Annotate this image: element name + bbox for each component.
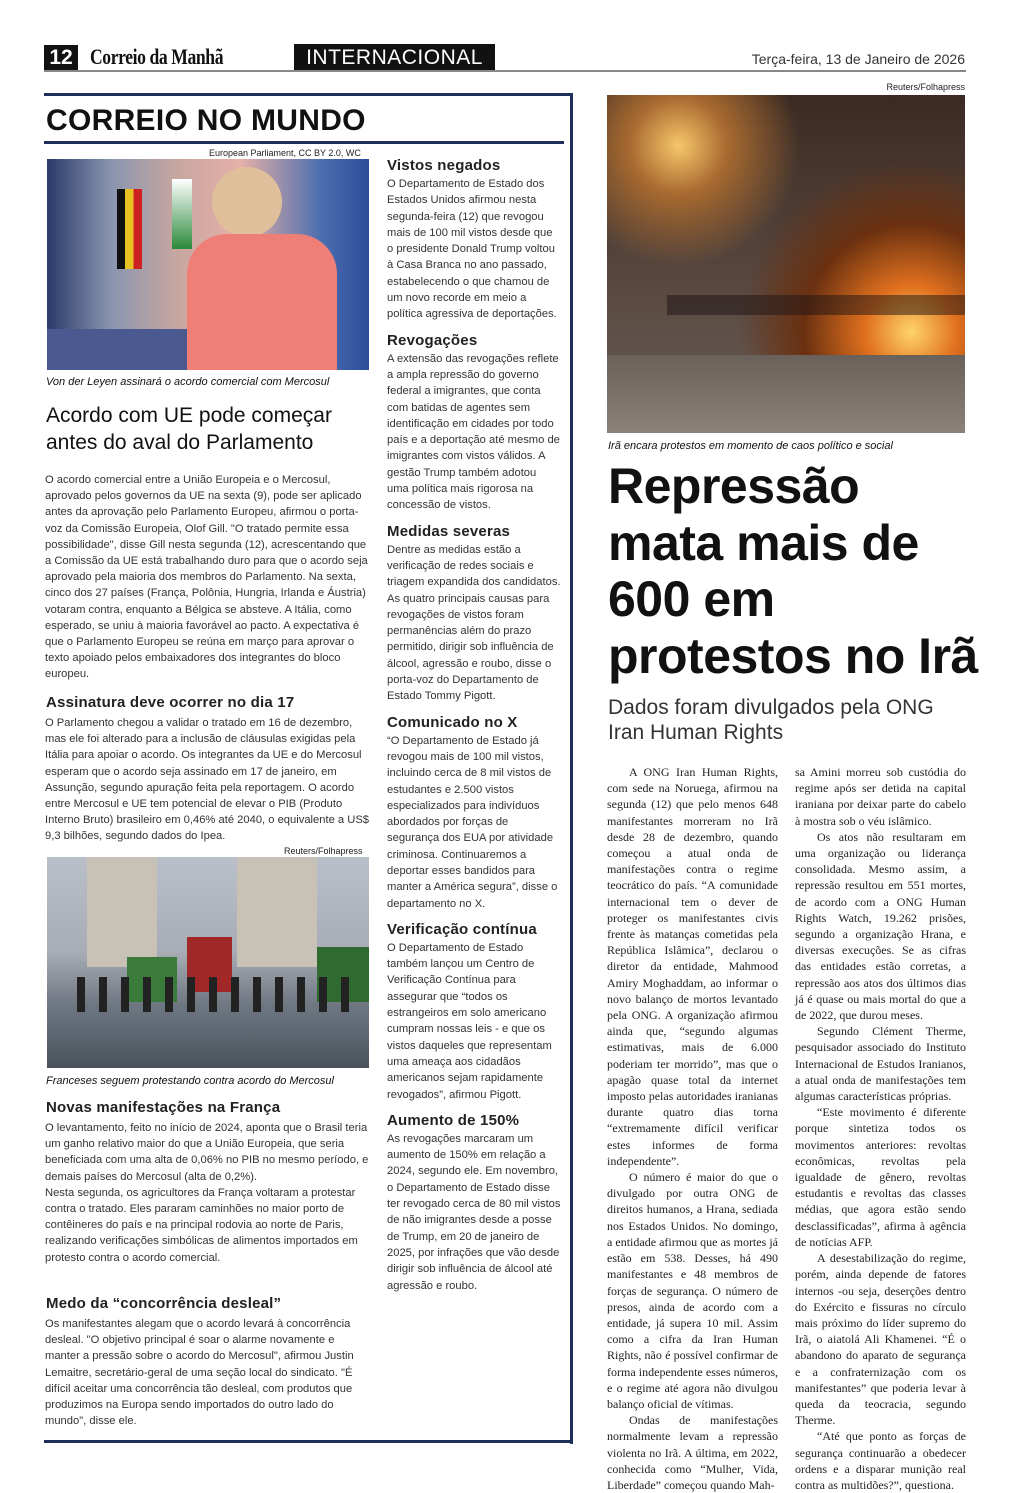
sidebar-section — [387, 1112, 561, 1294]
von-der-leyen-photo — [47, 159, 369, 370]
sidebar-paragraph: O Departamento de Estado também lançou um Centro de Verificação Contínua para assegurar que “todos os estrangeiros em solo americano cumpram nossas leis - e que os vistos daqueles que representam uma ameaça aos cidadãos americanos sejam rapidamente revogados”, afirmou Pigott. — [387, 941, 552, 1101]
masthead-logo: Correio da Manhã — [90, 44, 224, 69]
sidebar-section — [387, 157, 561, 323]
box-border-bottom — [44, 1440, 573, 1443]
main-headline: Repressão mata mais de 600 em protestos no Irã — [608, 458, 978, 684]
sidebar-paragraph: Dentre as medidas estão a verificação de redes sociais e triagem expandida dos candidatos. As quatro principais causas para revogações de vistos foram permanências além do prazo permitido, dirigir sob influência de álcool, agressão e roubo, disse o porta-voz do Departamento de Estado Tommy Pigott. — [387, 543, 561, 703]
subheading: Revogações — [387, 331, 478, 349]
photo-credit: Reuters/Folhapress — [886, 82, 965, 92]
issue-date: Terça-feira, 13 de Janeiro de 2026 — [751, 51, 965, 67]
article-paragraph: Nesta segunda, os agricultores da França voltaram a protestar contra o tratado. Eles pararam caminhões no maior porto de contêineres do país e na principal rodovia ao norte de Paris, realizando verificações simbólicas de alimentos importados em protesto contra o acordo comercial. — [45, 1186, 358, 1264]
section-label: INTERNACIONAL — [294, 44, 495, 71]
box-border-top — [44, 93, 573, 96]
section-kicker: CORREIO NO MUNDO — [46, 104, 366, 137]
sidebar-paragraph: A extensão das revogações reflete a ampla repressão do governo federal a imigrantes, que conta com batidas de agentes sem identificação em cidades por todo país e a deportação até mesmo de imigrantes com vistos válidos. A gestão Trump também adotou uma política mais rigorosa na concessão de vistos. — [387, 352, 560, 512]
article-paragraph: O levantamento, feito no início de 2024, aponta que o Brasil teria um ganho relativo maior do que a União Europeia, que seria beneficiada com uma alta de 0,06% no PIB no mesmo período, e demais países do Mercosul (alta de 0,2%). — [45, 1122, 369, 1183]
subheading: Comunicado no X — [387, 713, 518, 731]
photo-caption: Irã encara protestos em momento de caos político e social — [608, 440, 893, 452]
sidebar-section — [387, 332, 561, 514]
article-paragraph: A ONG Iran Human Rights, com sede na Noruega, afirmou na segunda (12) que pelo menos 648 manifestantes morreram no Irã desde 28 de dezembro, quando começou a atual onda de manifestações contra o regime teocrático do país. “A comunidade internacional tem o dever de proteger os manifestantes civis frente às matanças cometidas pela República Islâmica”, declarou o diretor da entidade, Mahmood Amiry Moghaddam, ao informar o novo balanço de mortos levantado pela ONG. A organização afirmou ainda que, “segundo algumas estimativas, mais de 6.000 poderiam ter morrido”, mas que o apagão quase total da internet imposto pelas autoridades iranianas durante quatro dias torna “extremamente difícil verificar estes informes de forma independente”. — [607, 765, 778, 1168]
article-headline: Acordo com UE pode começar antes do aval do Parlamento — [46, 404, 332, 454]
article-paragraph: Os manifestantes alegam que o acordo levará à concorrência desleal. "O objetivo principal é soar o alarme novamente e manter a pressão sobre o acordo do Mercosul", afirmou Justin Lemaitre, secretário-geral de uma seção local do sindicato. "É difícil aceitar uma concorrência tão desleal, com produtos que produzimos na Europa sendo importados do outro lado do mundo", disse ele. — [45, 1318, 354, 1428]
subheading: Medidas severas — [387, 522, 511, 540]
subheading: Novas manifestações na França — [46, 1099, 281, 1116]
sidebar-section — [387, 714, 561, 912]
article-paragraph: sa Amini morreu sob custódia do regime após ser detida na capital iraniana por deixar parte do cabelo à mostra sob o véu islâmico. — [795, 765, 966, 828]
article-paragraph: O Parlamento chegou a validar o tratado em 16 de dezembro, mas ele foi alterado para a inclusão de cláusulas exigidas pela Itália para apoiar o acordo. Os integrantes da UE e do Mercosul esperam que o acordo seja assinado em 17 de janeiro, em Assunção, segundo apuração feita pela reportagem. O acordo entre Mercosul e UE tem potencial de elevar o PIB (Produto Interno Bruto) brasileiro em 0,46% até 2040, o equivalente a US$ 9,3 bilhões, segundo dados do Ipea. — [45, 717, 370, 843]
header-rule — [44, 70, 966, 72]
box-border-right — [570, 93, 573, 1444]
sidebar-column — [387, 148, 561, 1294]
farmers-protest-photo — [47, 857, 369, 1068]
subheading: Assinatura deve ocorrer no dia 17 — [46, 694, 295, 711]
article-paragraph: A desestabilização do regime, porém, ainda depende de fatores internos -ou seja, deserções dentro do Exército e fissuras no círculo mais próximo do líder supremo do Irã, o aiatolá Ali Khamenei. “É o abandono do aparato de segurança e a confraternização com os manifestantes” que poderia levar à queda da teocracia, segundo Therme. — [795, 1251, 966, 1428]
subheading: Medo da “concorrência desleal” — [46, 1295, 282, 1312]
kicker-rule — [44, 141, 564, 144]
article-paragraph: “Este movimento é diferente porque sintetiza todos os movimentos anteriores: revoltas econômicas, revoltas pela igualdade de gênero, revoltas estudantis e revoltas das classes médias, que agora estão sendo desclassificadas”, afirma à agência de notícias AFP. — [795, 1105, 966, 1249]
subheading: Vistos negados — [387, 157, 501, 174]
article-paragraph: Os atos não resultaram em uma organização ou liderança consolidada. Mesmo assim, a repressão resultou em 551 mortes, de acordo com a ONG Human Rights Watch, 19.262 prisões, segundo a organização Hrana, e diversas execuções. Se as cifras das entidades estão corretas, a repressão aos atos dos últimos dias já é quase ou mais mortal do que a de 2022, que durou meses. — [795, 829, 966, 1023]
article-paragraph: Ondas de manifestações normalmente levam a repressão violenta no Irã. A última, em 2022, conhecida como “Mulher, Vida, Liberdade” começou quando Mah- — [607, 1413, 778, 1492]
sidebar-section — [387, 921, 561, 1103]
article-paragraph: O número é maior do que o divulgado por outra ONG de direitos humanos, a Hrana, sediada nos Estados Unidos. No domingo, a entidade afirmou que as mortes já estão em 538. Desses, há 490 manifestantes e 48 membros de forças de segurança. O número de presos, ainda de acordo com a entidade, já supera 10 mil. Assim como a cifra da Iran Human Rights, não é possível confirmar de forma independente esses números, e o regime até agora não divulgou balanço oficial de vítimas. — [607, 1170, 778, 1411]
iran-protest-photo — [607, 95, 965, 433]
sidebar-section — [387, 523, 561, 705]
photo-credit: European Parliament, CC BY 2.0, WC — [209, 148, 361, 158]
sidebar-paragraph: O Departamento de Estado dos Estados Unidos afirmou nesta segunda-feira (12) que revogou mais de 100 mil vistos desde que o presidente Donald Trump voltou à Casa Branca no ano passado, estabelecendo o que chamou de um novo recorde em meio a política agressiva de deportações. — [387, 178, 557, 321]
article-column-2 — [795, 764, 966, 1493]
headline-deck: Dados foram divulgados pela ONG Iran Human Rights — [608, 696, 934, 744]
article-paragraph: O acordo comercial entre a União Europeia e o Mercosul, aprovado pelos governos da UE na sexta (9), pode ser aplicado antes da aprovação pelo Parlamento Europeu, afirmou o porta-voz da Comissão Europeia, Olof Gill. "O tratado permite essa possibilidade", disse Gill nesta segunda (12), acrescentando que a Comissão da UE está trabalhando duro para que o acordo seja aprovado pela maioria dos membros do Parlamento. Na sexta, cinco dos 27 países (França, Polônia, Hungria, Irlanda e Áustria) votaram contra, enquanto a Bélgica se absteve. A Itália, como esperado, se uniu à maioria favorável ao pacto. A expectativa é que o Parlamento Europeu se reúna em março para aprovar o texto apoiado pelos embaixadores dos integrantes do bloco europeu. — [45, 474, 368, 681]
sidebar-paragraph: “O Departamento de Estado já revogou mais de 100 mil vistos, incluindo cerca de 8 mil vistos de estudantes e 2.500 vistos especializados para indivíduos abordados por forças de segurança dos EUA por atividade criminosa. Continuaremos a deportar esses bandidos para manter a América segura”, disse o departamento no X. — [387, 734, 558, 910]
sidebar-paragraph: As revogações marcaram um aumento de 150% em relação a 2024, segundo ele. Em novembro, o Departamento de Estado disse ter revogado cerca de 80 mil vistos de não imigrantes desde a posse de Trump, em 20 de janeiro de 2025, por infrações que vão desde dirigir sob influência de álcool até agressão e roubo. — [387, 1132, 561, 1292]
article-body — [45, 1120, 370, 1266]
photo-credit: Reuters/Folhapress — [284, 846, 363, 856]
photo-caption: Von der Leyen assinará o acordo comercial com Mercosul — [46, 376, 330, 388]
subheading: Aumento de 150% — [387, 1111, 520, 1129]
article-column-1 — [607, 764, 778, 1493]
photo-caption: Franceses seguem protestando contra acordo do Mercosul — [46, 1075, 334, 1087]
subheading: Verificação contínua — [387, 920, 537, 938]
article-paragraph: “Até que ponto as forças de segurança continuarão a obedecer ordens e a disparar munição real contra as multidões?”, questiona. — [795, 1429, 966, 1492]
page-number: 12 — [44, 45, 78, 71]
article-paragraph: Segundo Clément Therme, pesquisador associado do Instituto Internacional de Estudos Iranianos, a atual onda de manifestações tem algumas características próprias. — [795, 1024, 966, 1104]
